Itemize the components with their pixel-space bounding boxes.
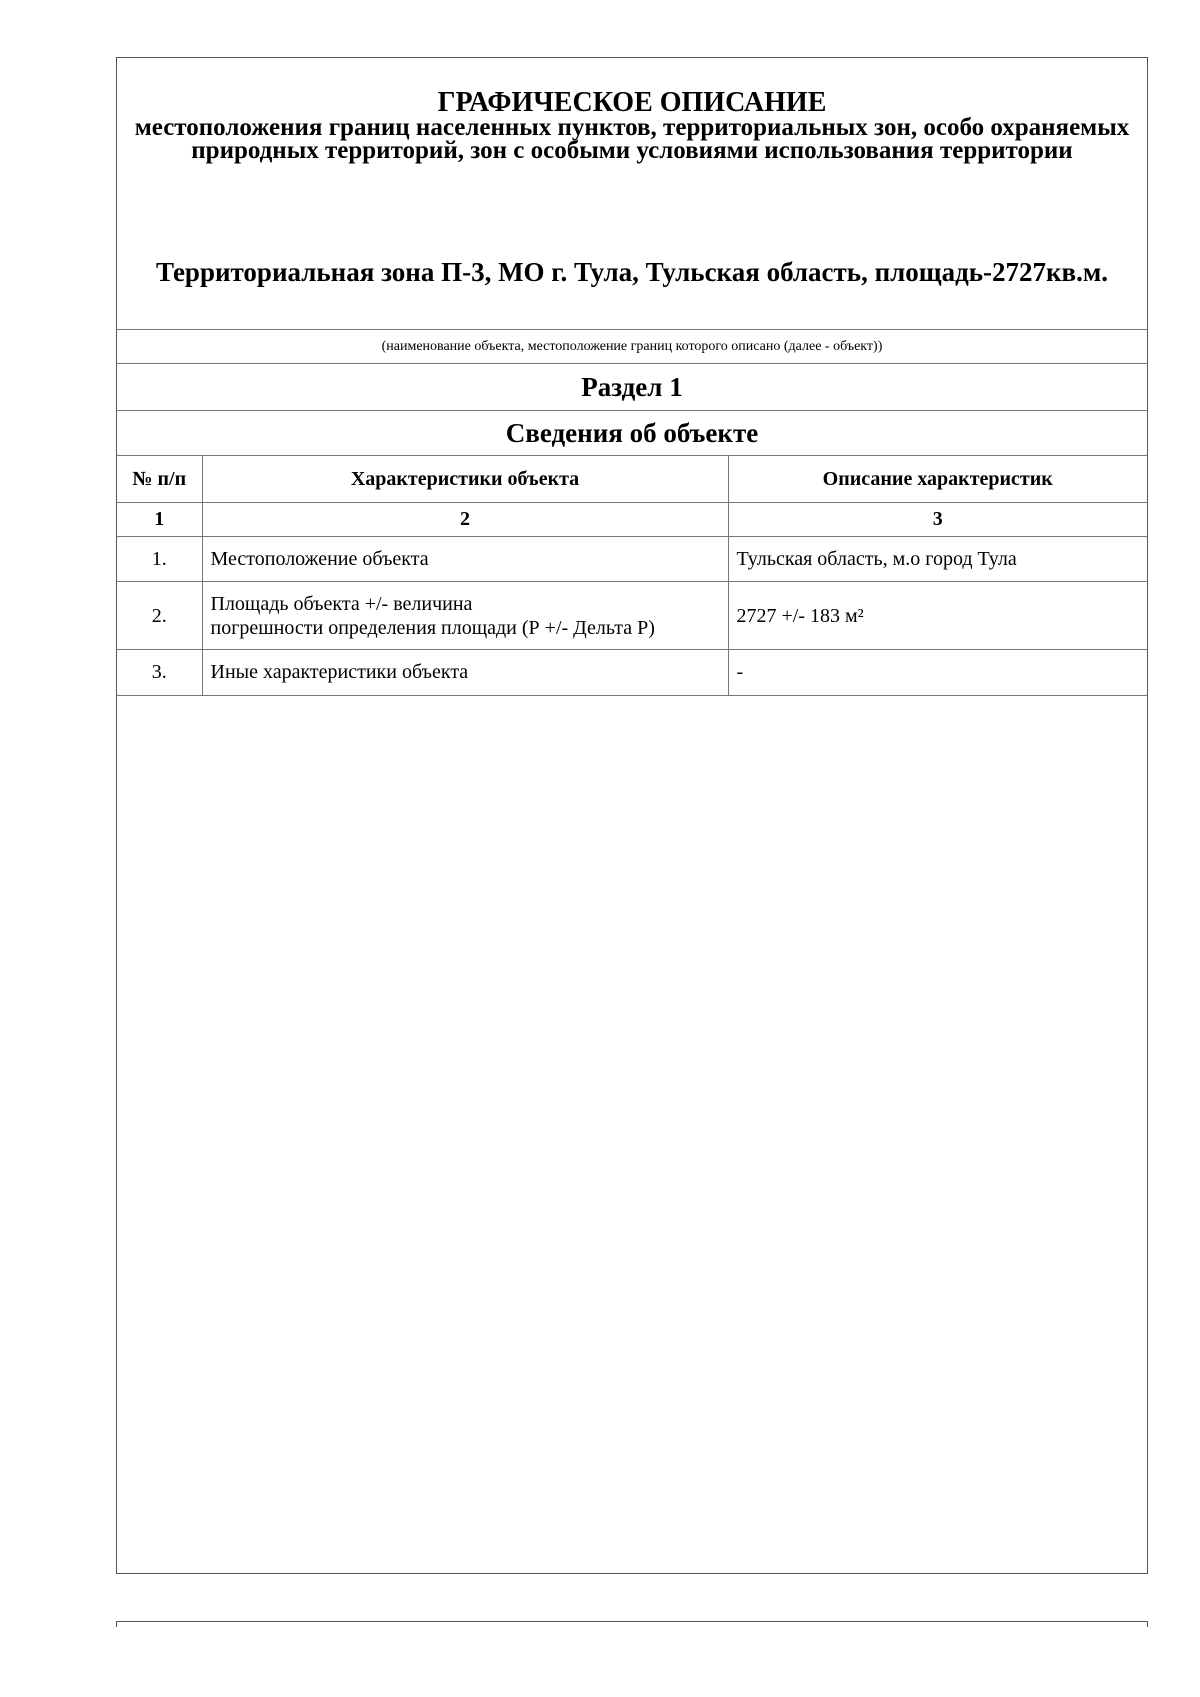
document-subtitle: местоположения границ населенных пунктов, территориальных зон, особо охраняемых природных территорий, зон с особыми условиями использования территории: [134, 114, 1130, 164]
table-header-row: [117, 456, 1147, 503]
next-page-border: [116, 1621, 1148, 1627]
row-characteristic: Местоположение объекта: [202, 537, 728, 582]
document-title: ГРАФИЧЕСКОЕ ОПИСАНИЕ: [437, 87, 827, 118]
object-name-caption: (наименование объекта, местоположение границ которого описано (далее - объект)): [117, 330, 1147, 364]
row-characteristic-line: Площадь объекта +/- величина: [210, 592, 473, 615]
document-frame: [116, 57, 1148, 1574]
column-number-row: [117, 503, 1147, 537]
header-cell-number: № п/п: [117, 456, 202, 503]
row-description: 2727 +/- 183 м²: [728, 582, 1147, 650]
object-name: Территориальная зона П-3, МО г. Тула, Тульская область, площадь-2727кв.м.: [155, 257, 1109, 287]
row-characteristic: [202, 582, 728, 650]
row-number: 1.: [117, 537, 202, 582]
section-title: Сведения об объекте: [117, 411, 1147, 456]
row-number: 3.: [117, 650, 202, 696]
column-number: 2: [202, 503, 728, 537]
characteristics-table: [117, 456, 1147, 696]
row-number: 2.: [117, 582, 202, 650]
table-row: [117, 650, 1147, 696]
column-number: 1: [117, 503, 202, 537]
row-description: -: [728, 650, 1147, 696]
table-row: [117, 537, 1147, 582]
row-characteristic: Иные характеристики объекта: [202, 650, 728, 696]
row-characteristic-line: погрешности определения площади (Р +/- Дельта Р): [210, 616, 655, 639]
document-header: [117, 58, 1147, 330]
section-label: Раздел 1: [117, 364, 1147, 411]
header-cell-characteristic: Характеристики объекта: [202, 456, 728, 503]
column-number: 3: [728, 503, 1147, 537]
row-description: Тульская область, м.о город Тула: [728, 537, 1147, 582]
header-cell-description: Описание характеристик: [728, 456, 1147, 503]
table-row: [117, 582, 1147, 650]
